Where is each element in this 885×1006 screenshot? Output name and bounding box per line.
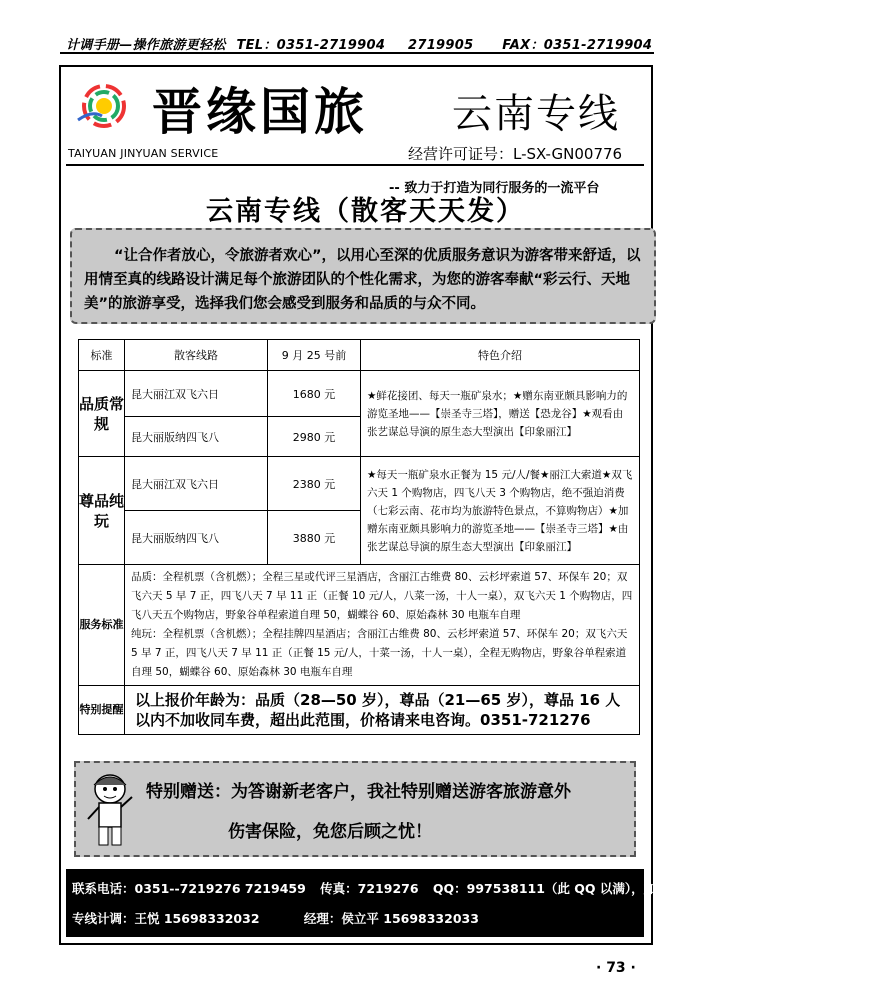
route-cell: 昆大丽版纳四飞八 <box>125 417 268 457</box>
divider <box>66 164 644 166</box>
company-logo-icon <box>74 80 130 132</box>
cartoon-boy-icon <box>84 769 136 849</box>
note-label: 特别提醒 <box>79 686 125 735</box>
col-header-route: 散客线路 <box>125 340 268 371</box>
price-cell: 2980 元 <box>268 417 361 457</box>
service-quality: 品质：全程机票（含机燃）；全程三星或代评三星酒店，含丽江古维费 80、云杉坪索道 57、环保车 20；双飞六天 5 早 7 正，四飞八天 7 早 11 正（正餐 10 元/人，八菜一汤，十人一桌），双飞六天 1 个购物店，四飞八天五个购物店，野象谷单程索道自理 50，蝴蝶谷 60、原始森林 30 电瓶车自理 <box>131 571 633 621</box>
page-number: · 73 · <box>596 960 636 976</box>
contact-qq: QQ：997538111（此 QQ 以满），加新 QQ：1921946179 2248343829 <box>432 881 885 896</box>
route-cell: 昆大丽江双飞六日 <box>125 457 268 511</box>
brand-name: 晋缘国旅 <box>152 82 368 141</box>
brand-subtitle: 云南专线 <box>452 91 620 137</box>
header-fax: FAX：0351-2719904 <box>502 38 653 53</box>
brand-english: TAIYUAN JINYUAN SERVICE <box>68 147 219 160</box>
header-bar <box>66 34 652 53</box>
page-headline: 云南专线（散客天天发） <box>206 196 525 227</box>
header-tel2: 2719905 <box>408 38 474 53</box>
header-rule <box>60 52 654 54</box>
table-row <box>79 686 640 735</box>
col-header-price: 9 月 25 号前 <box>268 340 361 371</box>
service-cell <box>125 565 640 686</box>
tour-table <box>78 339 640 735</box>
table-row <box>79 565 640 686</box>
route-cell: 昆大丽版纳四飞八 <box>125 511 268 565</box>
col-header-features: 特色介绍 <box>361 340 640 371</box>
grade-label: 尊品纯玩 <box>79 457 125 565</box>
intro-text: “让合作者放心，令旅游者欢心”，以用心至深的优质服务意识为游客带来舒适，以用情至真的线路设计满足每个旅游团队的个性化需求，为您的游客奉献“彩云行、天地美”的旅游享受，选择我们您会感受到服务和品质的与众不同。 <box>84 248 641 312</box>
grade-label: 品质常规 <box>79 371 125 457</box>
intro-panel <box>70 228 656 324</box>
table-row <box>79 371 640 417</box>
price-cell: 2380 元 <box>268 457 361 511</box>
contact-planner: 专线计调：王悦 15698332032 <box>72 911 260 926</box>
col-header-grade: 标准 <box>79 340 125 371</box>
contact-manager: 经理：侯立平 15698332033 <box>303 911 479 926</box>
contact-bar <box>66 869 885 937</box>
contact-fax: 传真：7219276 <box>320 881 419 896</box>
slogan: -- 致力于打造为同行服务的一流平台 <box>389 181 600 196</box>
service-pure: 纯玩：全程机票（含机燃）；全程挂牌四星酒店；含丽江古维费 80、云杉坪索道 57、环保车 20；双飞六天 5 早 7 正，四飞八天 7 早 11 正（正餐 15 元/人，十菜一汤，十人一桌），全程无购物店，野象谷单程索道自理 50，蝴蝶谷 60、原始森林 30 电瓶车自理 <box>131 628 628 678</box>
price-cell: 3880 元 <box>268 511 361 565</box>
gift-line-2: 伤害保险，免您后顾之忧！ <box>228 822 432 842</box>
table-header-row <box>79 340 640 371</box>
route-cell: 昆大丽江双飞六日 <box>125 371 268 417</box>
note-cell: 以上报价年龄为：品质（28—50 岁），尊品（21—65 岁），尊品 16 人以内不加收同车费，超出此范围，价格请来电咨询。0351-721276 <box>125 686 640 735</box>
contact-phone: 联系电话：0351--7219276 7219459 <box>72 881 306 896</box>
service-label: 服务标准 <box>79 565 125 686</box>
gift-line-1: 特别赠送：为答谢新老客户，我社特别赠送游客旅游意外 <box>146 782 571 802</box>
license-number: 经营许可证号：L-SX-GN00776 <box>408 145 623 163</box>
table-row <box>79 457 640 511</box>
features-cell: ★每天一瓶矿泉水正餐为 15 元/人/餐★丽江大索道★双飞六天 1 个购物店，四飞八天 3 个购物店，绝不强迫消费（七彩云南、花市均为旅游特色景点，不算购物店）★加赠东南亚颇具影响力的游览圣地——【崇圣寺三塔】★由张艺谋总导演的原生态大型演出【印象丽江】 <box>361 457 640 565</box>
header-tel: TEL：0351-2719904 <box>236 38 386 53</box>
features-cell: ★鲜花接团、每天一瓶矿泉水；★赠东南亚颇具影响力的游览圣地——【崇圣寺三塔】，赠送【恐龙谷】★观看由张艺谋总导演的原生态大型演出【印象丽江】 <box>361 371 640 457</box>
price-cell: 1680 元 <box>268 371 361 417</box>
gift-panel <box>74 761 636 857</box>
header-tagline: 计调手册—操作旅游更轻松 <box>66 38 226 53</box>
